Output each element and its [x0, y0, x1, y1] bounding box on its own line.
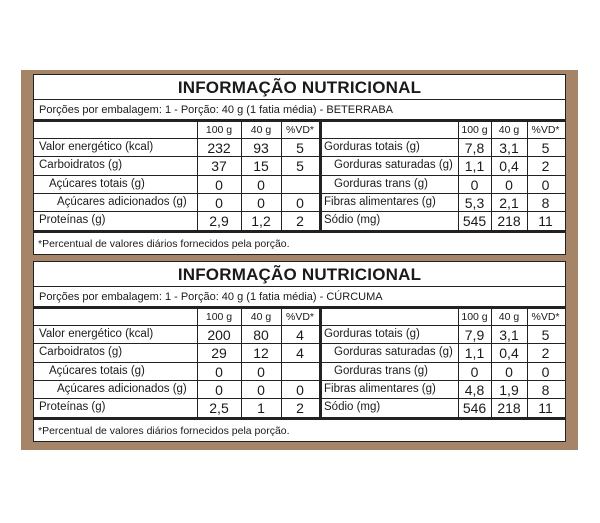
nutrient-label: Proteínas (g) [39, 401, 106, 413]
column-header: %VD* [285, 311, 314, 323]
nutrient-value-vd: 11 [538, 213, 553, 229]
nutrient-value-v40: 1 [257, 400, 265, 416]
nutrient-label: Gorduras totais (g) [324, 141, 420, 153]
row-divider [34, 362, 319, 363]
nutrient-value-v100: 4,8 [464, 382, 485, 398]
nutrient-value-v40: 3,1 [499, 327, 519, 343]
nutrient-value-v100: 1,1 [464, 158, 485, 174]
label-background [21, 70, 578, 450]
nutrient-value-v100: 0 [215, 364, 223, 380]
nutrient-value-v100: 37 [211, 158, 227, 174]
nutrient-value-v40: 0 [257, 382, 265, 398]
nutrient-value-v100: 0 [470, 364, 479, 380]
row-divider [34, 211, 319, 212]
nutrient-label: Gorduras saturadas (g) [334, 159, 453, 171]
nutrient-value-vd: 11 [538, 400, 553, 416]
header-divider [34, 325, 319, 326]
nutrient-value-v100: 2,9 [209, 213, 229, 229]
column-header: 100 g [461, 124, 488, 136]
nutrient-label: Fibras alimentares (g) [324, 196, 436, 208]
nutrient-value-vd: 5 [296, 158, 304, 174]
row-divider [34, 398, 319, 399]
nutrient-value-vd: 0 [541, 364, 550, 380]
nutrient-value-v40: 0 [257, 177, 265, 193]
nutrient-label: Valor energético (kcal) [39, 328, 154, 340]
title-divider [34, 286, 565, 287]
nutrient-value-v100: 0 [215, 177, 223, 193]
nutrient-value-v40: 3,1 [499, 140, 519, 156]
column-header: %VD* [531, 124, 560, 136]
column-header: %VD* [285, 124, 314, 136]
nutrient-value-v40: 12 [253, 345, 269, 361]
nutrient-label: Carboidratos (g) [39, 346, 123, 358]
nutrient-value-v40: 0 [257, 364, 265, 380]
column-header: 40 g [498, 311, 520, 323]
row-divider [319, 343, 565, 344]
header-divider [34, 138, 319, 139]
header-divider [319, 138, 565, 139]
nutrient-label: Sódio (mg) [324, 214, 381, 226]
nutrient-value-v100: 29 [211, 345, 227, 361]
nutrient-value-v40: 1,9 [499, 382, 519, 398]
row-divider [319, 362, 565, 363]
column-header: 40 g [498, 124, 520, 136]
row-divider [34, 193, 319, 194]
nutrient-value-vd: 0 [296, 195, 304, 211]
column-header: 40 g [250, 311, 272, 323]
nutrient-value-v40: 218 [497, 213, 521, 229]
nutrient-label: Açúcares adicionados (g) [57, 383, 187, 395]
column-header: 100 g [461, 311, 488, 323]
footer-divider [34, 230, 565, 233]
nutrient-label: Gorduras trans (g) [334, 178, 428, 190]
nutrient-value-v40: 0,4 [499, 345, 519, 361]
nutrient-value-vd: 2 [296, 213, 304, 229]
footnote: *Percentual de valores diários fornecidos pela porção. [38, 425, 290, 437]
nutrient-value-vd: 8 [541, 382, 550, 398]
column-header: %VD* [531, 311, 560, 323]
portion-divider [34, 119, 565, 122]
panel-title: INFORMAÇÃO NUTRICIONAL [177, 78, 422, 97]
nutrient-value-v40: 0 [505, 364, 513, 380]
column-header: 40 g [250, 124, 272, 136]
nutrient-value-vd: 0 [541, 177, 550, 193]
column-header: 100 g [205, 311, 233, 323]
nutrient-value-v100: 7,8 [464, 140, 485, 156]
row-divider [34, 380, 319, 381]
nutrient-value-v100: 7,9 [464, 327, 485, 343]
nutrient-value-v100: 0 [470, 177, 479, 193]
nutrient-value-v40: 15 [253, 158, 269, 174]
portion-info: Porções por embalagem: 1 - Porção: 40 g (1 fatia média) - CÚRCUMA [39, 291, 383, 303]
nutrient-value-v100: 2,5 [209, 400, 229, 416]
nutrient-value-v40: 0 [257, 195, 265, 211]
nutrient-value-vd: 0 [296, 382, 304, 398]
nutrition-panel-1 [33, 74, 566, 255]
nutrient-value-v40: 80 [253, 327, 269, 343]
nutrient-value-vd: 5 [541, 327, 550, 343]
nutrient-value-v100: 200 [207, 327, 231, 343]
header-divider [319, 325, 565, 326]
row-divider [319, 211, 565, 212]
table-divider [319, 122, 322, 230]
footer-divider [34, 417, 565, 420]
nutrient-value-v100: 1,1 [464, 345, 485, 361]
nutrient-label: Açúcares totais (g) [49, 365, 145, 377]
nutrient-label: Valor energético (kcal) [39, 141, 154, 153]
nutrient-value-vd: 5 [296, 140, 304, 156]
portion-divider [34, 306, 565, 309]
nutrient-value-vd: 4 [296, 327, 304, 343]
nutrient-value-vd: 4 [296, 345, 304, 361]
title-divider [34, 99, 565, 100]
nutrient-label: Gorduras trans (g) [334, 365, 428, 377]
nutrient-value-v40: 2,1 [499, 195, 519, 211]
row-divider [319, 175, 565, 176]
nutrient-value-v100: 5,3 [464, 195, 485, 211]
nutrient-label: Carboidratos (g) [39, 159, 123, 171]
nutrition-panel-2 [33, 261, 566, 442]
nutrient-value-vd: 5 [541, 140, 550, 156]
row-divider [34, 175, 319, 176]
nutrient-value-vd: 2 [541, 345, 550, 361]
nutrient-value-v100: 546 [462, 400, 487, 416]
nutrient-value-v100: 232 [207, 140, 231, 156]
nutrient-label: Fibras alimentares (g) [324, 383, 436, 395]
panel-title: INFORMAÇÃO NUTRICIONAL [177, 265, 422, 284]
nutrient-value-v100: 0 [215, 195, 223, 211]
nutrient-value-v40: 0 [505, 177, 513, 193]
nutrient-value-v40: 0,4 [499, 158, 519, 174]
row-divider [34, 156, 319, 157]
row-divider [319, 398, 565, 399]
nutrient-label: Açúcares adicionados (g) [57, 196, 187, 208]
row-divider [319, 380, 565, 381]
nutrient-label: Gorduras totais (g) [324, 328, 420, 340]
nutrient-label: Gorduras saturadas (g) [334, 346, 453, 358]
nutrient-value-v40: 93 [253, 140, 269, 156]
row-divider [34, 343, 319, 344]
nutrient-label: Proteínas (g) [39, 214, 106, 226]
column-header: 100 g [205, 124, 233, 136]
nutrient-value-v100: 545 [462, 213, 487, 229]
nutrient-value-v40: 1,2 [251, 213, 271, 229]
nutrient-value-vd: 2 [541, 158, 550, 174]
nutrient-value-v100: 0 [215, 382, 223, 398]
nutrient-label: Sódio (mg) [324, 401, 381, 413]
footnote: *Percentual de valores diários fornecidos pela porção. [38, 238, 290, 250]
nutrient-value-vd: 8 [541, 195, 550, 211]
nutrient-label: Açúcares totais (g) [49, 178, 145, 190]
row-divider [319, 156, 565, 157]
table-divider [319, 309, 322, 417]
portion-info: Porções por embalagem: 1 - Porção: 40 g (1 fatia média) - BETERRABA [39, 104, 393, 116]
row-divider [319, 193, 565, 194]
nutrient-value-v40: 218 [497, 400, 521, 416]
nutrient-value-vd: 2 [296, 400, 304, 416]
